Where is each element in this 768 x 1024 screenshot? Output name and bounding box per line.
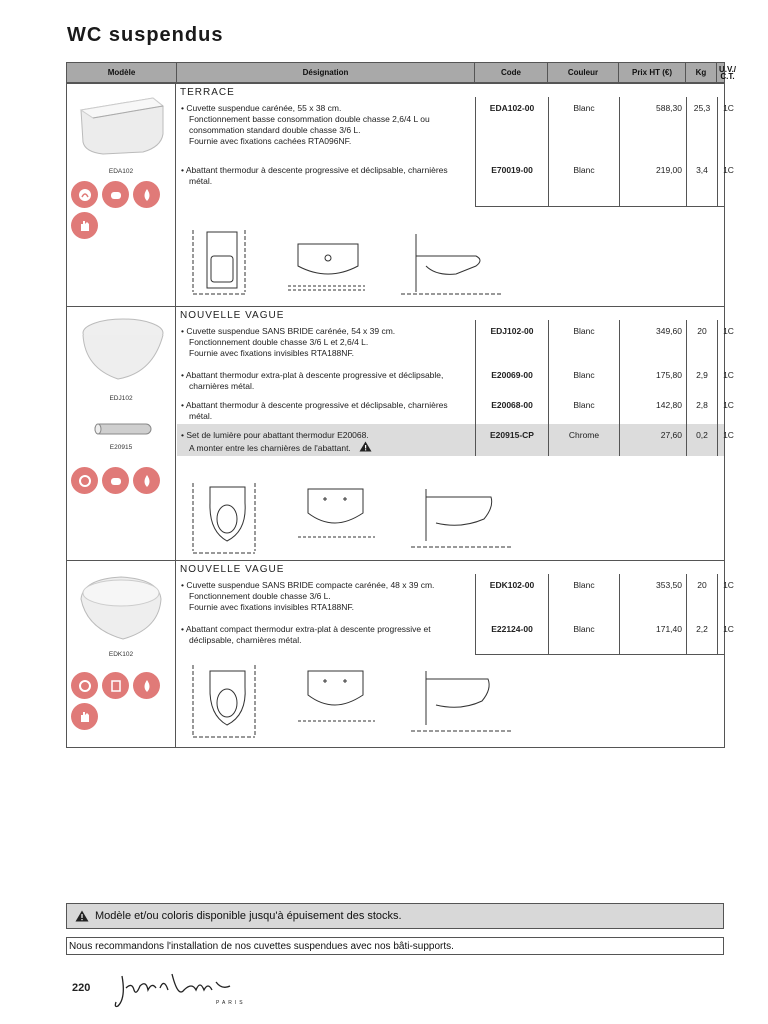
section-nouvelle-vague-compact [67,560,734,747]
header-model: Modèle [107,68,136,77]
product-kg: 2,2 [686,618,717,655]
feature-badges [71,672,171,730]
table-row [177,364,734,394]
desc-line: • Abattant thermodur à descente progressive et déclipsable, charnières [181,400,448,410]
product-image-edk102 [73,569,168,654]
product-kg: 20 [686,574,717,618]
side-view-drawing [396,226,506,298]
desc-line: Fonctionnement basse consommation double chasse 2,6/4 L ou [189,114,430,124]
product-uv: 1C [717,320,739,364]
top-view-drawing [283,226,368,298]
desc-line: Fonctionnement double chasse 3/6 L. [189,591,331,601]
product-code: E20915-CP [475,424,548,456]
product-code: EDJ102-00 [475,320,548,364]
model-column [67,561,176,747]
desc-line: • Cuvette suspendue SANS BRIDE compacte carénée, 48 x 39 cm. [181,580,435,590]
product-code: EDA102-00 [475,97,548,159]
product-uv: 1C [717,574,739,618]
designation-area [177,561,734,747]
desc-line: Fournie avec fixations invisibles RTA188NF. [189,348,355,358]
side-view-drawing [406,479,516,557]
product-image-eda102 [73,92,168,167]
soft-close-icon [102,181,129,208]
product-price: 219,00 [619,159,686,207]
stock-warning-note [66,903,724,929]
rimless-icon [71,672,98,699]
product-kg: 3,4 [686,159,717,207]
header-uv-line1: U.V./ [718,64,737,74]
desc-line: • Abattant thermodur extra-plat à descente progressive et déclipsable, [181,370,444,380]
product-color: Blanc [548,364,619,394]
product-price: 171,40 [619,618,686,655]
product-kg: 2,8 [686,394,717,424]
front-view-drawing [185,226,255,298]
warning-icon [359,441,372,452]
product-uv: 1C [717,618,739,655]
table-row [177,97,734,159]
drop-icon [133,672,160,699]
model-column [67,84,176,306]
product-kg: 2,9 [686,364,717,394]
product-price: 27,60 [619,424,686,456]
table-header [67,63,737,83]
product-kg: 25,3 [686,97,717,159]
product-color: Blanc [548,618,619,655]
product-description [177,394,475,424]
warning-icon [75,910,89,922]
product-code: E20069-00 [475,364,548,394]
model-column [67,307,176,560]
header-kg: Kg [685,63,716,82]
side-view-drawing [406,661,516,741]
product-color: Chrome [548,424,619,456]
product-image-edj102 [73,313,168,398]
desc-line: charnières métal. [189,381,255,391]
desc-line: • Cuvette suspendue SANS BRIDE carénée, 54 x 39 cm. [181,326,396,336]
table-row [177,320,734,364]
desc-line: • Abattant thermodur à descente progressive et déclipsable, charnières [181,165,448,175]
desc-line: • Set de lumière pour abattant thermodur E20068. [181,430,369,440]
eco-flush-icon [71,181,98,208]
product-uv: 1C [717,97,739,159]
technical-drawings [185,661,516,741]
product-image-e20915 [91,419,157,444]
product-description [177,97,475,159]
soft-close-icon [102,467,129,494]
front-view-drawing [185,479,265,557]
recommendation-note: Nous recommandons l'installation de nos cuvettes suspendues avec nos bâti-supports. [66,937,724,955]
product-color: Blanc [548,574,619,618]
compact-icon [102,672,129,699]
front-view-drawing [185,661,265,741]
product-color: Blanc [548,320,619,364]
drop-icon [133,467,160,494]
product-price: 175,80 [619,364,686,394]
table-row [177,159,734,207]
product-description [177,320,475,364]
product-description [177,364,475,394]
series-title: NOUVELLE VAGUE [180,564,285,575]
image-label: EDK102 [108,651,134,658]
product-uv: 1C [717,159,739,207]
hand-clean-icon [71,212,98,239]
table-row [177,424,734,456]
top-view-drawing [293,661,378,741]
feature-badges [71,181,171,239]
designation-area [177,307,734,560]
brand-city: PARIS [216,1000,246,1006]
feature-badges [71,467,181,494]
desc-line: déclipsable, charnières métal. [189,635,302,645]
product-description [177,159,475,207]
section-terrace [67,83,734,306]
product-description [177,574,475,618]
rimless-icon [71,467,98,494]
series-title: TERRACE [180,87,235,98]
stock-warning-text: Modèle et/ou coloris disponible jusqu'à épuisement des stocks. [95,910,402,922]
desc-line: Fournie avec fixations cachées RTA096NF. [189,136,352,146]
header-uv [716,63,738,82]
product-price: 349,60 [619,320,686,364]
table-row [177,618,734,655]
desc-line: Fournie avec fixations invisibles RTA188NF. [189,602,355,612]
product-kg: 0,2 [686,424,717,456]
product-price: 353,50 [619,574,686,618]
product-kg: 20 [686,320,717,364]
page-title: WC suspendus [67,24,224,46]
image-label: EDA102 [108,168,134,175]
desc-line: A monter entre les charnières de l'abattant. [189,443,351,453]
product-description [177,424,475,456]
header-code: Code [474,63,547,82]
section-nouvelle-vague [67,306,734,560]
product-code: E70019-00 [475,159,548,207]
table-row [177,574,734,618]
product-code: E22124-00 [475,618,548,655]
header-uv-line2: C.T. [720,71,735,81]
drop-icon [133,181,160,208]
image-label: EDJ102 [109,395,133,402]
technical-drawings [185,479,516,557]
desc-line: Fonctionnement double chasse 3/6 L et 2,6/4 L. [189,337,369,347]
product-price: 588,30 [619,97,686,159]
desc-line: métal. [189,411,213,421]
brand-signature-logo [112,968,252,1017]
product-code: EDK102-00 [475,574,548,618]
product-uv: 1C [717,394,739,424]
top-view-drawing [293,479,378,557]
desc-line-with-warning [181,441,471,454]
product-table [66,62,737,748]
header-designation: Désignation [176,63,474,82]
hand-clean-icon [71,703,98,730]
desc-line: • Abattant compact thermodur extra-plat à descente progressive et [181,624,431,634]
product-uv: 1C [717,364,739,394]
header-color: Couleur [547,63,618,82]
desc-line: • Cuvette suspendue carénée, 55 x 38 cm. [181,103,342,113]
desc-line: consommation standard double chasse 3/6 L. [189,125,361,135]
page-number: 220 [72,982,91,994]
product-color: Blanc [548,394,619,424]
technical-drawings [185,226,506,298]
series-title: NOUVELLE VAGUE [180,310,285,321]
product-code: E20068-00 [475,394,548,424]
designation-area [177,84,734,306]
table-row [177,394,734,424]
product-color: Blanc [548,159,619,207]
product-price: 142,80 [619,394,686,424]
accessory-label: E20915 [109,444,133,451]
header-price: Prix HT (€) [618,63,685,82]
product-color: Blanc [548,97,619,159]
product-description [177,618,475,655]
product-uv: 1C [717,424,739,456]
desc-line: métal. [189,176,213,186]
